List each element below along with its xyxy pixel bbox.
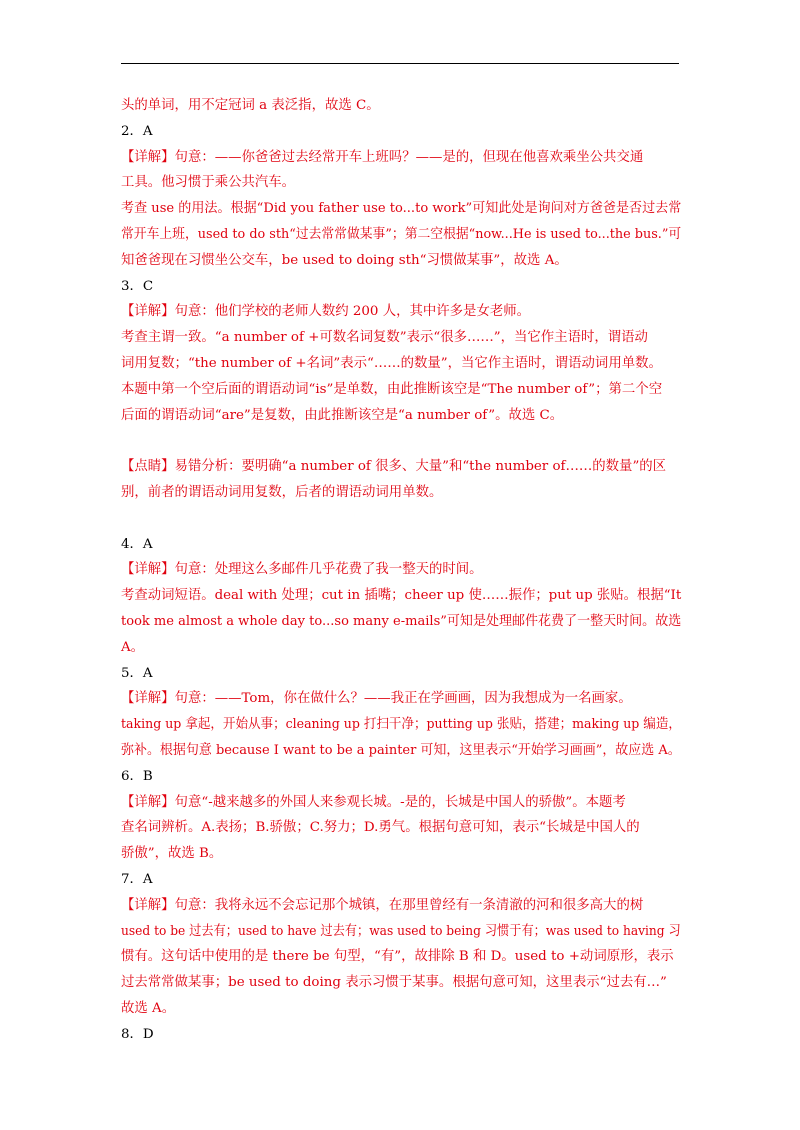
explanation-line: 弥补。根据句意 because I want to be a painter 可知，这里表示“开始学习画画”，故应选 A。 [121, 742, 681, 758]
explanation-line: 考查主谓一致。“a number of +可数名词复数”表示“很多……”，当它作主语时，谓语动 [121, 330, 648, 346]
explanation-line: 别，前者的谓语动词用复数，后者的谓语动词用单数。 [121, 484, 443, 500]
explanation-line: 本题中第一个空后面的谓语动词“is”是单数，由此推断该空是“The number of”；第二个空 [121, 381, 663, 397]
explanation-line: 【详解】句意：——Tom，你在做什么？——我正在学画画，因为我想成为一名画家。 [121, 691, 632, 707]
explanation-line: 故选 A。 [121, 1000, 176, 1016]
paragraph-gap [121, 428, 681, 454]
explanation-line: 考查动词短语。deal with 处理；cut in 插嘴；cheer up 使……振作；put up 张贴。根据“It [121, 588, 682, 604]
explanation-line: 词用复数；“the number of +名词”表示“……的数量”，当它作主语时，谓语动词用单数。 [121, 355, 662, 371]
paragraph-gap [121, 506, 681, 532]
explanation-line: 查名词辨析。A.表扬；B.骄傲；C.努力；D.勇气。根据句意可知，表示“长城是中国人的 [121, 820, 640, 836]
explanation-line: took me almost a whole day to...so many e-mails”可知是处理邮件花费了一整天时间。故选 [121, 613, 682, 629]
answer-number: 3．C [121, 278, 154, 294]
answer-number: 8．D [121, 1026, 154, 1042]
explanation-line: 工具。他习惯于乘公共汽车。 [121, 175, 296, 191]
explanation-line: 考查 use 的用法。根据“Did you father use to...to work”可知此处是询问对方爸爸是否过去常 [121, 201, 682, 217]
answer-explanation-body [121, 93, 681, 1047]
explanation-line: 常开车上班，used to do sth“过去常常做某事”；第二空根据“now...He is used to...the bus.”可 [121, 226, 682, 242]
answer-number: 6．B [121, 768, 153, 784]
answer-number: 2．A [121, 123, 153, 139]
header-rule [121, 63, 679, 64]
explanation-line: 后面的谓语动词“are”是复数，由此推断该空是“a number of”。故选 C。 [121, 407, 564, 423]
explanation-line: 【详解】句意：他们学校的老师人数约 200 人，其中许多是女老师。 [121, 304, 531, 320]
explanation-line: 【详解】句意：——你爸爸过去经常开车上班吗？——是的，但现在他喜欢乘坐公共交通 [121, 149, 644, 165]
explanation-line: 【详解】句意：我将永远不会忘记那个城镇，在那里曾经有一条清澈的河和很多高大的树 [121, 897, 644, 913]
explanation-line: 【详解】句意：处理这么多邮件几乎花费了我一整天的时间。 [121, 562, 483, 578]
explanation-line: 惯有。这句话中使用的是 there be 句型，“有”，故排除 B 和 D。used to +动词原形，表示 [121, 949, 674, 965]
explanation-line: 【点睛】易错分析：要明确“a number of 很多、大量”和“the number of……的数量”的区 [121, 459, 667, 475]
answer-number: 5．A [121, 665, 153, 681]
explanation-line: used to be 过去有；used to have 过去有；was used to being 习惯于有；was used to having 习 [121, 923, 681, 939]
explanation-line: 头的单词，用不定冠词 a 表泛指，故选 C。 [121, 98, 380, 113]
explanation-line: 骄傲”，故选 B。 [121, 846, 223, 862]
explanation-line: 过去常常做某事；be used to doing 表示习惯于某事。根据句意可知，这里表示“过去有…” [121, 975, 667, 991]
explanation-line: A。 [121, 639, 145, 655]
explanation-line: 【详解】句意“-越来越多的外国人来参观长城。-是的，长城是中国人的骄傲”。本题考 [121, 794, 626, 810]
answer-number: 7．A [121, 871, 153, 887]
explanation-line: 知爸爸现在习惯坐公交车，be used to doing sth“习惯做某事”，故选 A。 [121, 252, 568, 268]
answer-number: 4．A [121, 536, 153, 552]
explanation-line: taking up 拿起，开始从事；cleaning up 打扫干净；putting up 张贴，搭建；making up 编造， [121, 717, 681, 733]
